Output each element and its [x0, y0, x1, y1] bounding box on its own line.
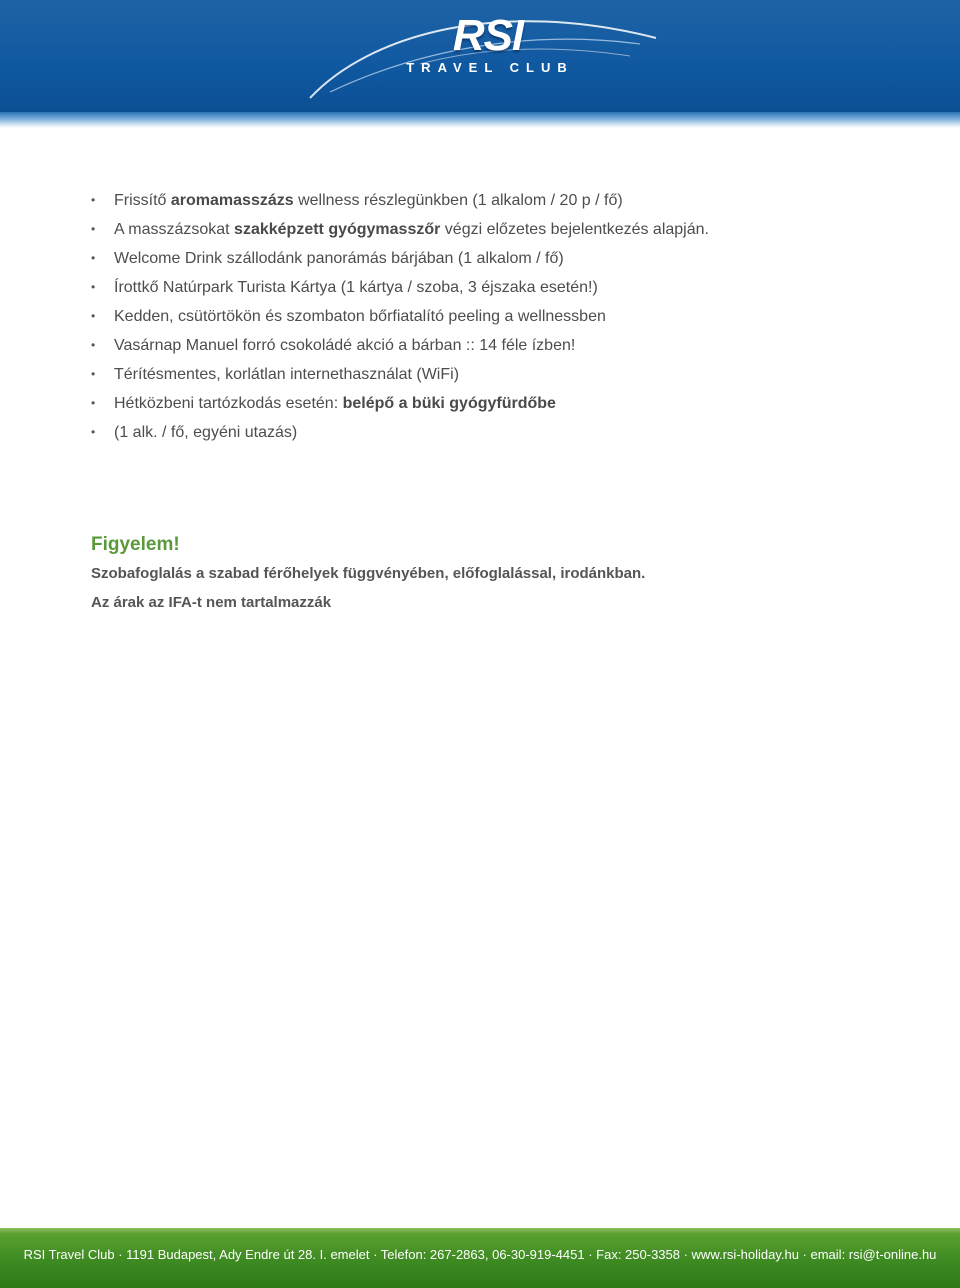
notice-title: Figyelem!	[91, 534, 180, 555]
bullet-icon: •	[91, 280, 96, 294]
bullet-icon: •	[91, 396, 96, 410]
feature-highlight: belépő a büki gyógyfürdőbe	[342, 395, 556, 412]
feature-item	[91, 244, 911, 273]
bullet-icon: •	[91, 222, 96, 236]
feature-text: Kedden, csütörtökön és szombaton bőrfiatalító peeling a wellnessben	[114, 308, 606, 325]
rsi-logo	[300, 4, 660, 104]
feature-text: (1 alk. / fő, egyéni utazás)	[114, 424, 298, 441]
feature-list	[91, 186, 911, 447]
footer-contact: RSI Travel Club · 1191 Budapest, Ady Endre út 28. I. emelet · Telefon: 267-2863, 06-30-919-4451 · Fax: 250-3358 · www.rsi-holiday.hu · email: rsi@t-online.hu	[23, 1247, 937, 1262]
feature-text: végzi előzetes bejelentkezés alapján.	[440, 221, 709, 238]
bullet-icon: •	[91, 309, 96, 323]
feature-highlight: szakképzett gyógymasszőr	[234, 221, 441, 238]
feature-item	[91, 215, 911, 244]
logo-brand: RSI	[452, 11, 524, 60]
feature-text: wellness részlegünkben (1 alkalom / 20 p / fő)	[293, 192, 623, 209]
bullet-icon: •	[91, 193, 96, 207]
feature-text: Frissítő	[114, 192, 171, 209]
feature-item	[91, 389, 911, 418]
bullet-icon: •	[91, 338, 96, 352]
feature-text: Hétközbeni tartózkodás esetén:	[114, 395, 343, 412]
feature-item	[91, 302, 911, 331]
feature-item	[91, 186, 911, 215]
feature-item	[91, 418, 911, 447]
feature-highlight: aromamasszázs	[170, 192, 294, 209]
feature-text: Vasárnap Manuel forró csokoládé akció a bárban :: 14 féle ízben!	[114, 337, 576, 354]
notice-line-booking: Szobafoglalás a szabad férőhelyek függvényében, előfoglalással, irodánkban.	[91, 565, 646, 582]
bullet-icon: •	[91, 251, 96, 265]
bullet-icon: •	[91, 367, 96, 381]
feature-item	[91, 273, 911, 302]
header-stripe	[0, 112, 960, 128]
bullet-icon: •	[91, 425, 96, 439]
notice-line-tax: Az árak az IFA-t nem tartalmazzák	[91, 594, 332, 611]
feature-text: A masszázsokat	[114, 221, 235, 238]
feature-text: Welcome Drink szállodánk panorámás bárjában (1 alkalom / fő)	[114, 250, 564, 267]
feature-item	[91, 331, 911, 360]
feature-text: Térítésmentes, korlátlan internethasználat (WiFi)	[114, 366, 460, 383]
feature-item	[91, 360, 911, 389]
feature-text: Írottkő Natúrpark Turista Kártya (1 kártya / szoba, 3 éjszaka esetén!)	[114, 279, 598, 296]
logo-subtitle: TRAVEL CLUB	[406, 60, 574, 75]
